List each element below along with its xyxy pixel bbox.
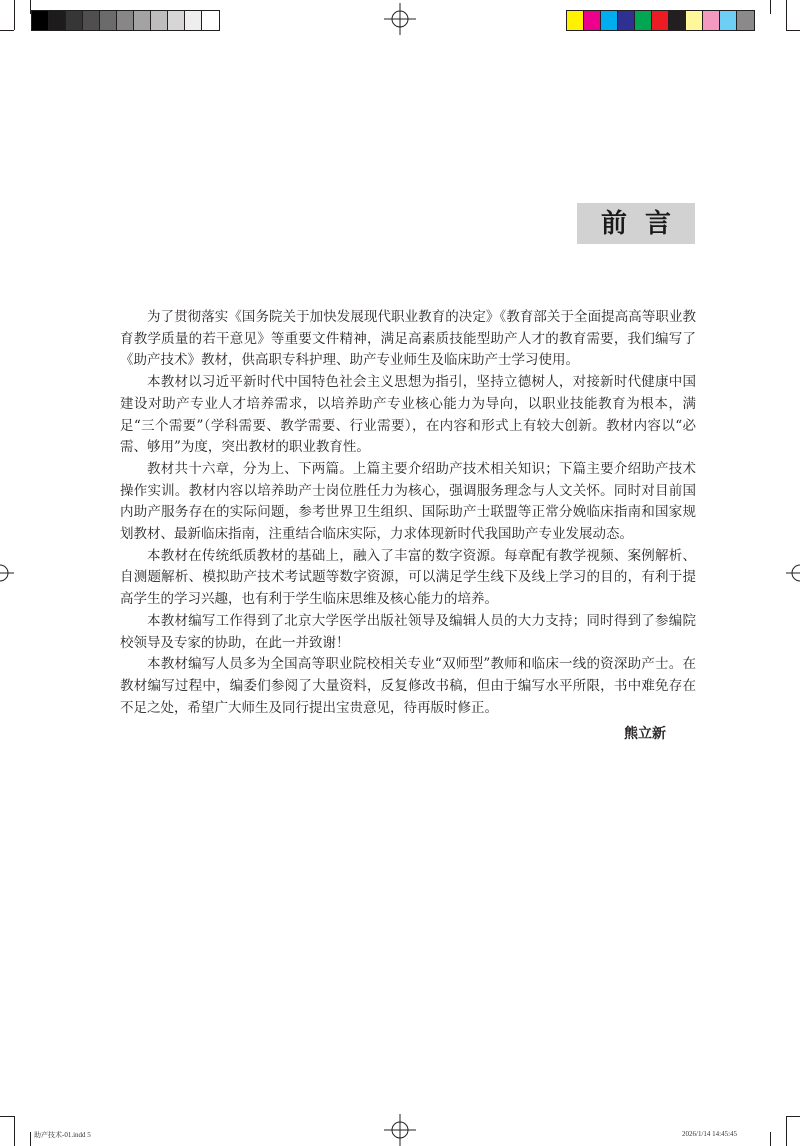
gray-swatch [49,11,66,30]
gray-swatch [117,11,134,30]
crop-mark-bottom-left-h [0,1116,14,1117]
gray-swatch [168,11,185,30]
registration-mark-left-icon [0,557,14,589]
registration-mark-right-icon [786,557,800,589]
color-swatch [669,11,686,30]
paragraph: 本教材在传统纸质教材的基础上，融入了丰富的数字资源。每章配有教学视频、案例解析、自测题解析、模拟助产技术考试题等数字资源，可以满足学生线下及线上学习的目的，有利于提高学生的学习兴趣，也有利于学生临床思维及核心能力的培养。 [120,547,696,608]
color-swatch [601,11,618,30]
crop-mark-top-left-h [0,30,14,31]
paragraph: 本教材以习近平新时代中国特色社会主义思想为指引，坚持立德树人，对接新时代健康中国建设对助产专业人才培养需求，以培养助产专业核心能力为导向，以职业技能教育为根本，满足“三个需要”（学科需要、教学需要、行业需要），在内容和形式上有较大创新。教材内容以“必需、够用”为度，突出教材的职业教育性。 [120,374,696,456]
crop-mark-top-left-v [14,0,15,30]
gray-swatch [66,11,83,30]
crop-mark-bottom-right-h [786,1116,800,1117]
gray-swatch [134,11,151,30]
color-swatch [635,11,652,30]
color-swatch [720,11,737,30]
gray-swatch [83,11,100,30]
crop-mark-top-right-v [786,0,787,30]
gray-swatch [100,11,117,30]
crop-mark-bottom-left-v2 [30,1132,31,1146]
color-swatch [618,11,635,30]
paragraph: 本教材编写人员多为全国高等职业院校相关专业“双师型”教师和临床一线的资深助产士。在教材编写过程中，编委们参阅了大量资料，反复修改书稿，但由于编写水平所限，书中难免存在不足之处，希望广大师生及同行提出宝贵意见，待再版时修正。 [120,656,696,716]
gray-swatch [185,11,202,30]
crop-mark-bottom-right-v2 [770,1132,771,1146]
color-swatch [703,11,720,30]
color-swatch [567,11,584,30]
color-control-bar [566,10,755,31]
footer-file-name: 助产技术-01.indd 5 [34,1131,91,1139]
paragraph: 本教材编写工作得到了北京大学医学出版社领导及编辑人员的大力支持；同时得到了参编院校领导及专家的协助，在此一并致谢！ [120,612,696,651]
registration-mark-top-icon [384,3,416,35]
gray-swatch [202,11,219,30]
gray-swatch [32,11,49,30]
paragraph: 为了贯彻落实《国务院关于加快发展现代职业教育的决定》《教育部关于全面提高高等职业教育教学质量的若干意见》等重要文件精神，满足高素质技能型助产人才的教育需要，我们编写了《助产技术》教材，供高职专科护理、助产专业师生及临床助产士学习使用。 [120,309,696,369]
gray-scale-bar [31,10,220,31]
crop-mark-bottom-left-v [14,1116,15,1146]
color-swatch [584,11,601,30]
color-swatch [737,11,754,30]
crop-mark-top-right-v2 [770,0,771,14]
crop-mark-top-right-h [786,30,800,31]
preface-body [120,307,696,719]
author-signature: 熊立新 [624,726,666,742]
footer-timestamp: 2026/1/14 14:45:45 [682,1130,738,1138]
registration-mark-bottom-icon [384,1114,416,1146]
crop-mark-bottom-right-v [786,1116,787,1146]
page-title: 前言 [601,209,690,239]
color-swatch [652,11,669,30]
color-swatch [686,11,703,30]
gray-swatch [151,11,168,30]
paragraph: 教材共十六章，分为上、下两篇。上篇主要介绍助产技术相关知识；下篇主要介绍助产技术操作实训。教材内容以培养助产士岗位胜任力为核心，强调服务理念与人文关怀。同时对目前国内助产服务存在的实际问题，参考世界卫生组织、国际助产士联盟等正常分娩临床指南和国家规划教材、最新临床指南，注重结合临床实际，力求体现新时代我国助产专业发展动态。 [120,460,696,543]
